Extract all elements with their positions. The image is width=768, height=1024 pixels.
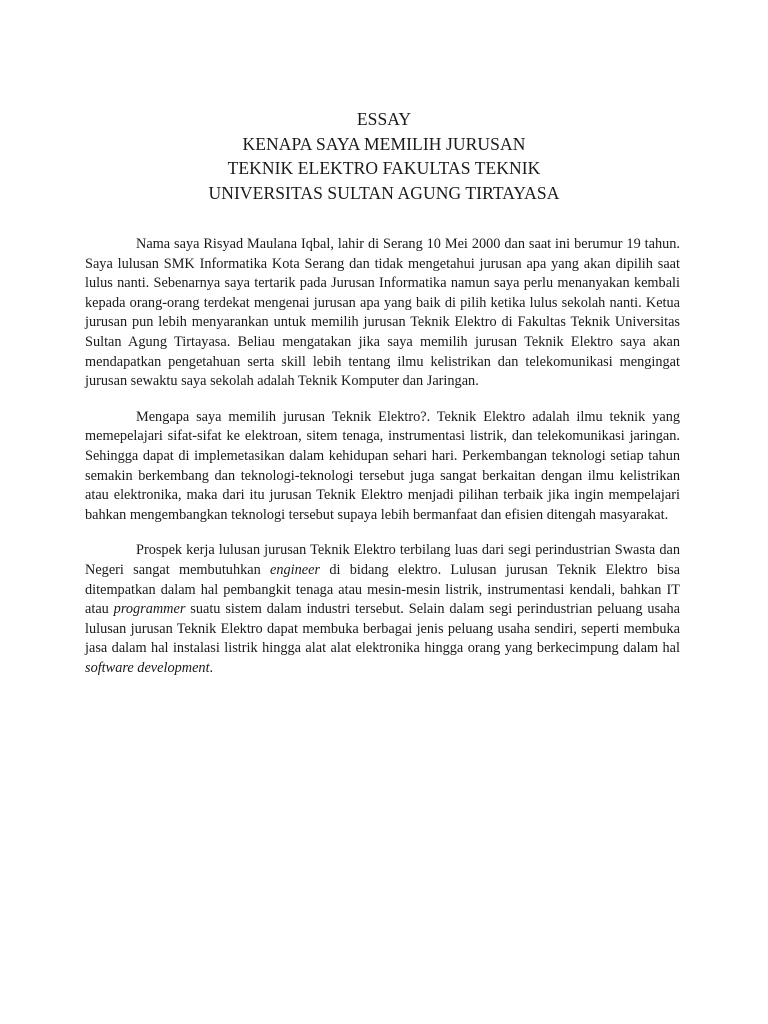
title-line-universitas: UNIVERSITAS SULTAN AGUNG TIRTAYASA (208, 182, 560, 203)
term-software-development: software development (85, 659, 210, 676)
term-engineer: engineer (270, 561, 321, 578)
paragraph-prospect-text-3: suatu sistem dalam industri tersebut. Selain dalam segi perindustrian peluang usaha lulusan jurusan Teknik Elektro dapat membuka berbagai jenis peluang usaha sendiri, seperti membuka jasa dalam hal instalasi listrik hingga alat alat elektronika hingga orang yang berkecimpung dalam hal (85, 601, 680, 657)
title-line-essay: ESSAY (356, 109, 412, 129)
paragraph-prospect-text-2: di bidang elektro. Lulusan jurusan Teknik Elektro bisa ditempatkan dalam hal pembangkit tenaga atau mesin-mesin listrik, instrumentasi kendali, bahkan IT atau (85, 561, 680, 618)
paragraph-intro-text: Nama saya Risyad Maulana Iqbal, lahir di Serang 10 Mei 2000 dan saat ini berumur 19 tahun. Saya lulusan SMK Informatika Kota Serang dan tidak mengetahui jurusan apa yang akan dipilih saat lulus nanti. Sebenarnya saya tertarik pada Jurusan Informatika namun saya perlu menanyakan kembali kepada orang-orang terdekat mengenai jurusan apa yang baik di pilih ketika lulus sekolah nanti. Ketua jurusan pun lebih menyarankan untuk memilih jurusan Teknik Elektro di Fakultas Teknik Universitas Sultan Agung Tirtayasa. Beliau mengatakan jika saya memilih jurusan Teknik Elektro saya akan mendapatkan pengetahuan serta skill lebih tentang ilmu kelistrikan dan telekomunikasi mengingat jurusan sewaktu saya sekolah adalah Teknik Komputer dan Jaringan. (85, 236, 680, 390)
title-line-kenapa: KENAPA SAYA MEMILIH JURUSAN (242, 133, 526, 154)
paragraph-prospect-text-1: Prospek kerja lulusan jurusan Teknik Elektro terbilang luas dari segi perindustrian Swasta dan Negeri sangat membutuhkan (85, 542, 680, 578)
title-line-teknik: TEKNIK ELEKTRO FAKULTAS TEKNIK (227, 158, 541, 178)
paragraph-intro (85, 235, 680, 392)
essay-body (85, 235, 680, 694)
term-programmer: programmer (113, 601, 186, 618)
paragraph-prospect (85, 541, 680, 678)
paragraph-prospect-text-4: . (209, 659, 214, 676)
paragraph-reason-text: Mengapa saya memilih jurusan Teknik Elektro?. Teknik Elektro adalah ilmu teknik yang memepelajari sifat-sifat ke elektroan, sitem tenaga, instrumentasi listrik, dan telekomunikasi jaringan. Sehingga dapat di implemetasikan dalam kehidupan sehari hari. Perkembangan teknologi setiap tahun semakin berkembang dan teknologi-teknologi tersebut juga sangat berkaitan dengan ilmu kelistrikan atau elektronika, maka dari itu jurusan Teknik Elektro menjadi pilihan terbaik jika ingin mempelajari bahkan mengembangkan teknologi tersebut supaya lebih bermanfaat dan efisien ditengah masyarakat. (85, 408, 680, 523)
essay-title (0, 107, 768, 205)
paragraph-reason (85, 408, 680, 526)
